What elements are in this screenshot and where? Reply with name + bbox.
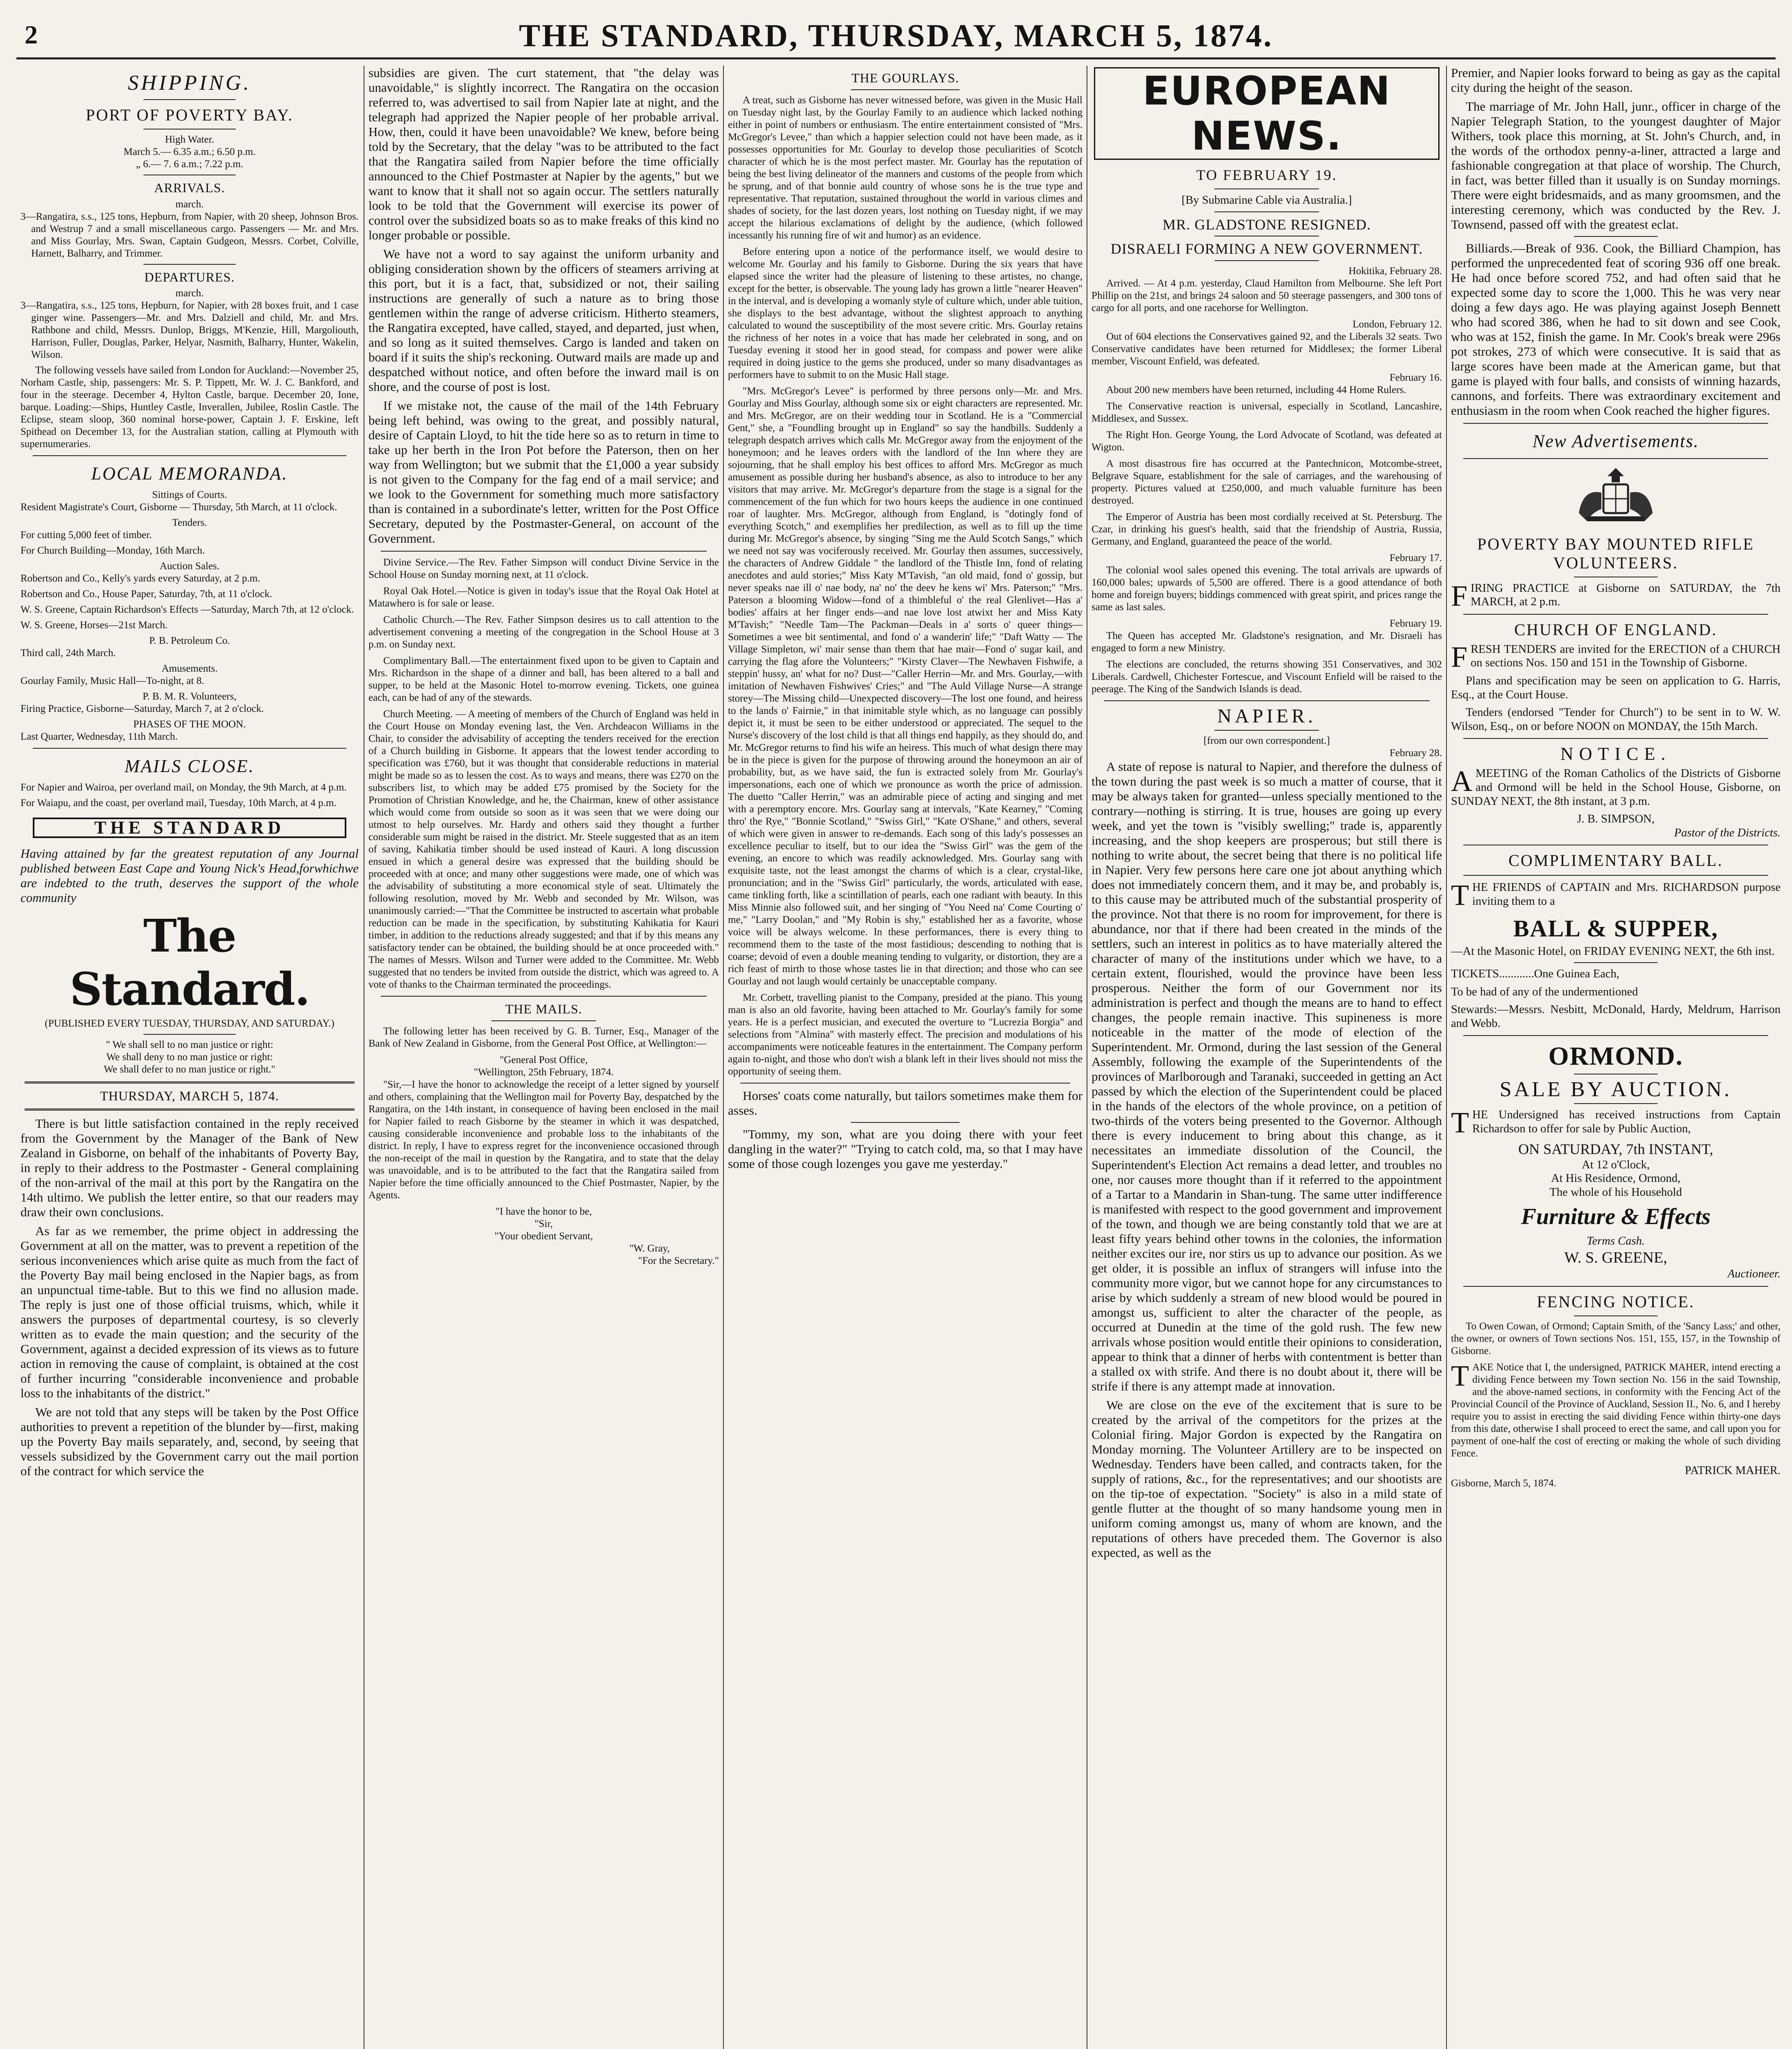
divider	[25, 1109, 355, 1111]
motto-line: We shall defer to no man justice or right."	[104, 1063, 275, 1075]
divider	[143, 99, 236, 100]
divider	[491, 1020, 596, 1021]
ad-display-line: The whole of his Household	[1549, 1186, 1682, 1199]
memo-entry: For cutting 5,000 feet of timber.	[20, 529, 152, 541]
divider	[1463, 1035, 1768, 1036]
divider	[851, 1122, 960, 1123]
divider	[1574, 962, 1658, 963]
ad-text: FRESH TENDERS are invited for the ERECTION of a CHURCH on sections Nos. 150 and 151 in the Township of Gisborne.	[1451, 640, 1781, 673]
ad-text: —At the Masonic Hotel, on FRIDAY EVENING NEXT, the 6th inst.	[1451, 945, 1775, 958]
news-item: The Conservative reaction is universal, especially in Scotland, Lancashire, Middlesex, and Sussex.	[1092, 400, 1442, 424]
divider	[33, 748, 346, 749]
divider	[1463, 1286, 1768, 1287]
ad-display-line: ON SATURDAY, 7th INSTANT,	[1518, 1140, 1713, 1157]
divider	[851, 89, 960, 90]
month-label: march.	[175, 198, 204, 210]
memo-entry: Last Quarter, Wednesday, 11th March.	[20, 731, 178, 743]
standard-banner: THE STANDARD	[33, 818, 346, 838]
letter-signature: "For the Secretary."	[638, 1255, 719, 1266]
filler-paragraph: "Tommy, my son, what are you doing there with your feet dangling in the water?" "Trying to catch cold, ma, so that I may have some of those cough lozenges you gave me yesterday."	[728, 1127, 1082, 1171]
mails-heading: THE MAILS.	[505, 1002, 582, 1016]
headline: MR. GLADSTONE RESIGNED.	[1162, 216, 1371, 233]
news-item: About 200 new members have been returned, including 44 Home Rulers.	[1106, 384, 1406, 395]
ad-date: Gisborne, March 5, 1874.	[1451, 1478, 1556, 1489]
crest-icon	[1562, 464, 1669, 525]
newspaper-logo: The Standard.	[70, 909, 309, 1015]
high-water-label: High Water.	[165, 134, 214, 145]
arrival-entry: 3—Rangatira, s.s., 125 tons, Hepburn, from Napier, with 20 sheep, Johnson Bros. and Westrup 7 and a small miscellaneous cargo. Passengers — Mr. and Mrs. and Miss Gourlay, Mrs. Swan, Captain Gudgeon, Messrs. Corbet, Colville, Harnett, Balharry, and Trimmer.	[20, 211, 359, 259]
news-item: The elections are concluded, the returns showing 351 Conservatives, and 302 Liberals. Cardwell, Chichester Fortescue, and Viscount Enfield will be raised to the peerage. The King of the Sandwich Islands is dead.	[1092, 659, 1442, 695]
divider	[143, 1034, 236, 1035]
letter-close: "Sir,	[534, 1218, 553, 1229]
napier-paragraph: We are close on the eve of the excitement that is sure to be created by the arrival of the competitors for the prizes at the Colonial firing. Major Gordon is expected by the Rangatira on Monday morning. The Volunteer Artillery are to be inspected on Wednesday. Tenders have been called, and contracts taken, for the supply of rations, &c., for the representatives; and our shootists are on the tip-toe of expectation. "Society" is also in a mild state of gentle flutter at the thought of so many handsome young men in uniform coming amongst us, many of whom are known, and the reputations of others have preceded them. The Governor is also expected, as well as the	[1092, 1397, 1442, 1560]
letter-close: "I have the honor to be,	[495, 1206, 592, 1217]
ad-text: To be had of any of the undermentioned	[1451, 985, 1638, 998]
divider	[1463, 875, 1768, 876]
memo-entry: Robertson and Co., Kelly's yards every Saturday, at 2 p.m.	[20, 573, 260, 584]
ad-text: THE FRIENDS of CAPTAIN and Mrs. RICHARDSON purpose inviting them to a	[1451, 879, 1781, 912]
motto-line: " We shall sell to no man justice or right:	[106, 1039, 273, 1050]
ad-signature: W. S. GREENE,	[1564, 1249, 1667, 1267]
memo-entry: Third call, 24th March.	[20, 647, 116, 659]
article-paragraph: Mr. Corbett, travelling pianist to the Company, presided at the piano. This young man is also an old favorite, having been attached to Mr. Gourlay's family for some years. He is a perfect musician, and executed the overture to "Lucrezia Borgia" and selections from "Almina" with masterly effect. The precision and modulations of his accompaniments were noticeable features in the entertainment. The Company perform again to-night, and those who don't wish a blank left in their lives should not miss the opportunity of seeing them.	[728, 992, 1082, 1077]
letter-body: "Sir,—I have the honor to acknowledge the receipt of a letter signed by yourself and others, complaining that the Wellington mail for Poverty Bay, despatched by the Rangatira, on the 14th instant, in consequence of having been enclosed in the mail for Napier failed to reach Gisborne by the steamer in which it was despatched, causing considerable inconvenience and probable loss to the inhabitants of the district. In reply, I have to express regret for the inconvenience occasioned through the non-receipt of the mail in question by the Rangatira, and to state that the delay was unavoidable, and is to be attributed to the fact that the Rangatira sailed from Napier before the time officially announced to the Chief Postmaster, Napier, by the Agents.	[368, 1079, 719, 1201]
billiards-paragraph: Billiards.—Break of 936. Cook, the Billiard Champion, has performed the unprecedented feat of scoring 936 off one break. He had once before scored 752, and had often said that he expected some day to score the 1,000. This he was very near doing a few days ago. He was playing against Joseph Bennett who had scored 386, when he had to sit down and see Cook, who was at 152, finish the game. In Mr. Cook's break were 296s pot strokes, 273 of which were consecutive. It is said that as large scores have been made at the American game, but that game is played with four balls, and consists of winning hazards, cannons, and forfeits. There was extraordinary excitement and enthusiasm in the room when Cook reached the higher figures.	[1451, 241, 1781, 418]
motto-line: We shall deny to no man justice or right:	[106, 1051, 273, 1063]
section-label: Auction Sales.	[159, 561, 220, 572]
news-item: A most disastrous fire has occurred at the Pantechnicon, Motcombe-street, Belgrave Square, establishment for the sale of carriages, and the warehousing of property. Pictures valued at £250,000, and much valuable furniture has been destroyed.	[1092, 458, 1442, 506]
mails-close-heading: MAILS CLOSE.	[124, 756, 255, 777]
article-paragraph: Before entering upon a notice of the performance itself, we would desire to welcome Mr. Gourlay and his family to Gisborne. During the six years that have elapsed since the writer had the pleasure of listening to these artistes, no change, except for the better, is observable. The young lady has grown a little "nearer Heaven" in the interval, and is developing a womanly style of culture which, under able tuition, she displays to the best advantage, without the slightest approach to anything calculated to wound the susceptibility of the most severe critic. Mrs. Gourlay retains the richness of her notes in a voice that has made her celebrated in song, and on Tuesday evening it stood her in good stead, for compass and power were alike required in doing justice to the gems she produced, under so many disadvantages as performers have to submit to on the Music Hall stage.	[728, 246, 1082, 380]
editorial-paragraph: There is but little satisfaction contained in the reply received from the Government by the Manager of the Bank of New Zealand in Gisborne, on behalf of the inhabitants of Poverty Bay, in reply to their address to the Postmaster - General complaining of the non-arrival of the mail at this port by the Rangatira on the 14th ultimo. We publish the letter entire, so that our readers may draw their own conclusions.	[20, 1116, 359, 1220]
local-news-item: Church Meeting. — A meeting of members of the Church of England was held in the Court House on Monday evening last, the Ven. Archdeacon Williams in the Chair, to consider the advisability of accepting the tenders received for the erection of a Church building in Gisborne. It appears that the lowest tender according to specification was £760, but it was thought that considerable reductions in material might be made so as to lessen the cost. As to ways and means, there was £270 on the subscribers list, to which may be added £75 promised by the Society for the Promotion of Christian Knowledge, and he, the Chairman, knew of other assistance which would come from outside so soon as it was seen that we were doing our utmost to help ourselves. Mr. Hardy and others said they thought a further considerable sum might be raised in the district. Mr. Steele suggested that as an item of saving, Kahikatia timber should be used instead of Kauri. A long discussion ensued in which a general desire was expressed that the building should be proceeded with at once; and many other suggestions were made, one of which was the advisability of substituting a more economical style of seat. Ultimately the following resolution, moved by Mr. Webb and seconded by Mr. Wilson, was unanimously carried:—"That the Committee be instructed to ascertain what probable reduction can be made in the specification, by substituting Kahikatia for Kauri timber, in addition to the reductions already suggested; and that if by this means any satisfactory tender can be obtained, the building should be at once proceeded with." The names of Messrs. Wilson and Turner were added to the Committee. Mr. Webb suggested that no tenders be invited from outside the district, which was agreed to. A vote of thanks to the Chairman terminated the proceedings.	[368, 709, 719, 990]
mails-intro: The following letter has been received by G. B. Turner, Esq., Manager of the Bank of New Zealand in Gisborne, from the General Post Office, at Wellington:—	[368, 1025, 719, 1049]
page-title: THE STANDARD, THURSDAY, MARCH 5, 1874.	[518, 18, 1274, 53]
divider	[1214, 211, 1319, 212]
ad-title: FENCING NOTICE.	[1537, 1292, 1695, 1311]
local-news-item: Royal Oak Hotel.—Notice is given in today's issue that the Royal Oak Hotel at Matawhero is for sale or lease.	[368, 586, 719, 609]
letter-header: "General Post Office,	[500, 1054, 588, 1065]
divider	[1463, 738, 1768, 739]
ad-text: Plans and specification may be seen on application to G. Harris, Esq., at the Court House.	[1451, 674, 1781, 701]
page-number: 2	[25, 20, 38, 49]
divider	[1574, 1315, 1658, 1316]
ad-signature: J. B. SIMPSON,	[1577, 813, 1655, 826]
ad-title: COMPLIMENTARY BALL.	[1508, 851, 1723, 870]
section-label: PHASES OF THE MOON.	[133, 719, 246, 730]
ad-text: To Owen Cowan, of Ormond; Captain Smith, of the 'Sancy Lass;' and other, the owner, or owners of Town sections Nos. 151, 155, 157, in the Township of Gisborne.	[1451, 1320, 1781, 1356]
filler-paragraph: Horses' coats come naturally, but tailors sometimes make them for asses.	[728, 1088, 1082, 1118]
new-advertisements-heading: New Advertisements.	[1532, 431, 1699, 451]
divider	[1463, 614, 1768, 615]
memo-entry: Resident Magistrate's Court, Gisborne — Thursday, 5th March, at 11 o'clock.	[20, 502, 337, 513]
news-item: Arrived. — At 4 p.m. yesterday, Claud Hamilton from Melbourne. She left Port Phillip on the 21st, and brings 24 saloon and 50 steerage passengers, and 300 tons of cargo for all ports, and one racehorse for Wellington.	[1092, 277, 1442, 313]
ad-signature-title: Pastor of the Districts.	[1674, 826, 1781, 839]
news-item: The colonial wool sales opened this evening. The total arrivals are upwards of 160,000 bales; upwards of 5,500 are offered. There is a good attendance of both home and foreign buyers; biddings commenced with great spirit, and prices range the same as last sales.	[1092, 564, 1442, 613]
ad-text: FIRING PRACTICE at Gisborne on SATURDAY, the 7th MARCH, at 2 p.m.	[1451, 579, 1781, 612]
ad-display-line: BALL & SUPPER,	[1513, 915, 1719, 942]
dateline: February 16.	[1389, 372, 1442, 383]
divider	[143, 264, 236, 265]
column-4	[1087, 66, 1446, 2049]
napier-heading: NAPIER.	[1217, 705, 1317, 727]
editorial-dateline: THURSDAY, MARCH 5, 1874.	[100, 1088, 279, 1103]
column-2	[364, 66, 723, 2049]
ad-text: THE Undersigned has received instructions from Captain Richardson to offer for sale by Public Auction,	[1451, 1106, 1781, 1139]
high-water-line: „ 6.— 7. 6 a.m.; 7.22 p.m.	[136, 159, 243, 170]
ad-text: TICKETS............One Guinea Each,	[1451, 968, 1619, 981]
editorial-paragraph: We have not a word to say against the uniform urbanity and obliging consideration shown by the officers of steamers arriving at this port, but it is a fact, that, subsidized or not, their sailing instructions are generally of such a nature as to bring those gentlemen within the range of adverse criticism. Hitherto steamers, the Rangatira excepted, have called, stayed, and departed, just when, and so long as it suited themselves. Cargo is landed and taken on board if it suits the ship's reckoning. Outward mails are made up and despatched without notice, and often before the inward mail is on shore, and the course of post is lost.	[368, 247, 719, 394]
divider	[1104, 700, 1430, 701]
european-news-heading: EUROPEAN NEWS.	[1094, 67, 1440, 160]
vessels-note: The following vessels have sailed from London for Auckland:—November 25, Norham Castle, ship, passengers: Mr. S. P. Tippett, Mr. W. J. C. Bankford, and four in the steerage. December 4, Hylton Castle, barque. December 20, Ione, barque. Loading:—Ships, Huntley Castle, Inverallen, Jubilee, Roslin Castle. The Eclipse, steam sloop, 360 nominal horse-power, Captain J. F. Erskine, left Spithead on December 13, for the Australian station, calling at Plymouth with supernumeraries.	[20, 365, 359, 450]
european-news-subheading: TO FEBRUARY 19.	[1196, 167, 1337, 183]
section-label: Sittings of Courts.	[152, 489, 227, 501]
news-item: The Emperor of Austria has been most cordially received at St. Petersburg. The Czar, in drinking his guest's health, said that the friendship of Austria, Russia, Germany, and England, guaranteed the peace of the world.	[1092, 511, 1442, 547]
ad-display-line: At 12 o'Clock,	[1582, 1158, 1650, 1171]
ad-text: Stewards:—Messrs. Nesbitt, McDonald, Hardy, Meldrum, Harrison and Webb.	[1451, 1003, 1781, 1030]
ad-title: NOTICE.	[1560, 744, 1671, 764]
local-memoranda-heading: LOCAL MEMORANDA.	[91, 463, 288, 484]
ad-title: CHURCH OF ENGLAND.	[1514, 620, 1717, 639]
shipping-heading: SHIPPING.	[128, 71, 251, 95]
editorial-paragraph: If we mistake not, the cause of the mail of the 14th February being left behind, was owing to the great, and possibly natural, desire of Captain Lloyd, to hit the tide here so as to return in time to take up her berth in the Iron Pot before the Paterson, then on her way from Wellington; but we submit that the £1,000 a year subsidy is not given to the Company for the fag end of a mail service; and we look to the Government for something much more satisfactory than is contained in a subordinate's letter, written for the Post Office Secretary, deputed by the Postmaster-General, on account of the Government.	[368, 398, 719, 545]
port-heading: PORT OF POVERTY BAY.	[86, 106, 293, 124]
promo-text: Having attained by far the greatest reputation of any Journal published between East Cape and Young Nick's Head,forwhichwe are indebted to the truth, deserves the support of the whole community	[20, 846, 359, 905]
column-1	[16, 66, 363, 2049]
headline: DISRAELI FORMING A NEW GOVERNMENT.	[1110, 241, 1423, 257]
section-label: Amusements.	[161, 663, 218, 675]
news-item: Out of 604 elections the Conservatives gained 92, and the Liberals 32 seats. Two Conservative candidates have been returned for Middlesex; the former Liberal member, Viscount Enfield, was defeated.	[1092, 331, 1442, 367]
ad-signature-title: Auctioneer.	[1727, 1268, 1781, 1281]
napier-paragraph: A state of repose is natural to Napier, and therefore the dulness of the town during the past week is so much a matter of course, that it may be always taken for granted—unless specially mentioned to the contrary—nothing is stirring. It is true, houses are going up every week, and yet the town is "visibly swelling;" trade is, apparently increasing, and the shop keepers are prosperous; but still there is nothing to write about, the secret being that there is no political life in Napier. Very few persons here care one jot about anything which does not immediately concern them, and it may be, and probably is, to this cause may be attributed much of the substantial prosperity of the province. Not that there is no room for improvement, for there is abundance, nor that if there had been created in the minds of the settlers, such an interest in politics as to have materially altered the character of many of the institutions under which we have, to a certain extent, flourished, would the province have been less prosperous. Neither the form of our Government nor its administration is perfect and though the means are to hand to effect changes, the people remain inactive. This supineness is more noticeable in the matter of the mode of election of the Superintendent. Mr. Ormond, during the last session of the General Assembly, following the example of the Superintendents of the provinces of Marlborough and Taranaki, succeeded in getting an Act passed by which the election of the Superintendent could be placed in the hands of the electors of the whole province, on a petition of two-thirds of the voters being presented to the Governor. Although there is every inducement to bring about this change, as it necessitates an immediate dissolution of the Council, the Superintendent's Election Act remains a dead letter, and troubles no one, nor causes more thought than if it referred to the appointment of a Tartar to a Mandarin in Shan-tung. The same utter indifference is manifested with respect to the good government and improvement of the town, and though we are being constantly told that we are at least fifty years behind other towns in the colonies, the information neither excites our ire, nor stirs us up to advance our position. As we get older, it is possible an influx of strangers will infuse into the community more vigor, but we cannot hope for any circumstances to arise by which suddenly a stream of new blood would be poured in amongst us, sufficient to alter the character of the people, as occurred at Dunedin at the time of the gold rush. The few new arrivals whose position would entitle their opinions to consideration, appear to think that a dinner of herbs with contentment is better than a stalled ox with strife. And there is no doubt about it, there will be strife if there is any attempt made at innovation.	[1092, 759, 1442, 1393]
letter-date: "Wellington, 25th February, 1874.	[473, 1066, 614, 1078]
napier-paragraph: The marriage of Mr. John Hall, junr., officer in charge of the Napier Telegraph Station, to the youngest daughter of Major Withers, took place this morning, at St. John's Church, and, in the words of the orthodox penny-a-liner, attracted a large and fashionable congregation at that place of worship. The Church, in fact, was better filled than it usually is on Sunday mornings. There were eight bridesmaids, and as many groomsmen, and the interesting ceremony, which was conducted by the Rev. J. Townsend, passed off with the greatest eclat.	[1451, 99, 1781, 232]
napier-paragraph: Premier, and Napier looks forward to being as gay as the capital city during the height of the season.	[1451, 66, 1781, 95]
divider	[33, 455, 346, 456]
section-label: P. B. M. R. Volunteers,	[143, 691, 237, 702]
editorial-paragraph: As far as we remember, the prime object in addressing the Government at all on the matter, was to prevent a repetition of the serious inconveniences which arise quite as much from the fact of the Poverty Bay mail being enclosed in the Napier bags, as from an unpunctual time-table. But to this we find no allusion made. The reply is just one of those official truisms, which, while it answers the purposes of departmental courtesy, is so cleverly written as to evade the main question; and the security of the Government, against a decided expression of its views as to future action in removing the cause of complaint, is obtained at the cost of further incurring "considerable inconvenience and probable loss to the inhabitants of the district."	[20, 1224, 359, 1401]
memo-entry: Firing Practice, Gisborne—Saturday, March 7, at 2 o'clock.	[20, 703, 264, 715]
ad-title: ORMOND.	[1548, 1041, 1683, 1071]
news-item: The Right Hon. George Young, the Lord Advocate of Scotland, was defeated at Wigton.	[1092, 429, 1442, 453]
section-label: P. B. Petroleum Co.	[149, 635, 230, 647]
divider	[1574, 1103, 1658, 1104]
divider	[1574, 236, 1658, 237]
memo-entry: Gourlay Family, Music Hall—To-night, at 8.	[20, 675, 204, 687]
memo-entry: Robertson and Co., House Paper, Saturday, 7th, at 11 o'clock.	[20, 588, 273, 600]
column-3	[723, 66, 1087, 2049]
dateline: Hokitika, February 28.	[1349, 265, 1442, 277]
divider	[381, 996, 707, 997]
high-water-line: March 5.— 6.35 a.m.; 6.50 p.m.	[123, 146, 256, 157]
cable-note: [By Submarine Cable via Australia.]	[1181, 194, 1352, 207]
ad-display-line: Terms Cash.	[1587, 1235, 1645, 1248]
ad-title: SALE BY AUCTION.	[1499, 1078, 1732, 1102]
memo-entry: W. S. Greene, Horses—21st March.	[20, 620, 168, 631]
publication-schedule: (PUBLISHED EVERY TUESDAY, THURSDAY, AND SATURDAY.)	[45, 1018, 334, 1029]
divider	[1214, 730, 1319, 731]
ad-title: POVERTY BAY MOUNTED RIFLE VOLUNTEERS.	[1477, 534, 1754, 572]
news-item: The Queen has accepted Mr. Gladstone's resignation, and Mr. Disraeli has engaged to form a new Ministry.	[1092, 630, 1442, 654]
letter-close: "Your obedient Servant,	[494, 1230, 593, 1242]
ad-text: TAKE Notice that I, the undersigned, PATRICK MAHER, intend erecting a dividing Fence between my Town section No. 156 in the said Township, and the above-named sections, in conformity with the Fencing Act of the Provincial Council of the Province of Auckland, Session II., No. 6, and I hereby require you to assist in erecting the said dividing Fence within thirty-one days from this date, otherwise I shall proceed to erect the same, and call upon you for payment of one-half the cost of erecting or making the whole of such dividing Fence.	[1451, 1359, 1781, 1459]
divider	[1214, 260, 1319, 261]
dateline: February 17.	[1389, 552, 1442, 563]
divider	[1463, 458, 1768, 459]
ad-display-line: At His Residence, Ormond,	[1551, 1172, 1681, 1185]
ad-signature: PATRICK MAHER.	[1685, 1464, 1781, 1477]
departure-entry: 3—Rangatira, s.s., 125 tons, Hepburn, for Napier, with 28 boxes fruit, and 1 case ginger wine. Passengers—Mr. and Mrs. Dalziell and child, Mr. and Mrs. Rathbone and child, Messrs. Dunlop, Briggs, M'Kenzie, Hill, Margoliouth, Harrison, Fuller, Douglas, Parker, Helyar, Nasmith, Balharry, Hunter, Wakelin, Wilson.	[20, 300, 359, 361]
memo-entry: For Church Building—Monday, 16th March.	[20, 545, 205, 557]
divider	[25, 1081, 355, 1084]
mail-entry: For Napier and Wairoa, per overland mail, on Monday, the 9th March, at 4 p.m.	[20, 782, 347, 793]
dateline: February 19.	[1389, 618, 1442, 629]
dateline: London, February 12.	[1352, 318, 1442, 330]
column-5	[1446, 66, 1785, 2049]
arrivals-heading: ARRIVALS.	[154, 180, 225, 195]
royal-arms-emblem	[1451, 464, 1781, 529]
divider	[740, 1083, 1070, 1084]
section-label: Tenders.	[172, 517, 207, 529]
letter-signature: "W. Gray,	[629, 1243, 670, 1254]
ad-text: AMEETING of the Roman Catholics of the Districts of Gisborne and Ormond will be held in the School House, Gisborne, on SUNDAY NEXT, the 8th instant, at 3 p.m.	[1451, 765, 1781, 808]
ad-display-line: Furniture & Effects	[1521, 1204, 1711, 1230]
departures-heading: DEPARTURES.	[144, 269, 235, 284]
memo-entry: W. S. Greene, Captain Richardson's Effects —Saturday, March 7th, at 12 o'clock.	[20, 604, 354, 616]
divider	[381, 551, 707, 552]
editorial-paragraph: We are not told that any steps will be taken by the Post Office authorities to prevent a repetition of the blunder by—first, making up the Poverty Bay mails separately, and, second, by seeing that vessels subsidized by the Government carry out the mail portion of the contract for which service the	[20, 1405, 359, 1479]
local-news-item: Catholic Church.—The Rev. Father Simpson desires us to call attention to the advertisement convening a meeting of the congregation in the School House at 3 p.m. on Sunday next.	[368, 614, 719, 650]
month-label: march.	[175, 288, 204, 299]
editorial-paragraph: subsidies are given. The curt statement, that "the delay was unavoidable," is slightly incorrect. The Rangatira on the occasion referred to, was advertised to sail from Napier late at night, and the telegraph had apprized the Napier people of her probable arrival. How, then, could it have been unavoidable? We knew, before being told by the Secretary, that the delay "was to be attributed to the fact that the Rangatira sailed from Napier before the time officially announced to the Chief Postmaster at Napier by the agents," but we want to know that it shall not so again occur. The settlers naturally look to be told that the Government will exercise its power of control over the subsidized boats so as to make freaks of this kind no longer probable or possible.	[368, 66, 719, 242]
ad-text: Tenders (endorsed "Tender for Church") to be sent in to W. W. Wilson, Esq., on or before NOON on MONDAY, the 15th March.	[1451, 706, 1781, 733]
article-paragraph: A treat, such as Gisborne has never witnessed before, was given in the Music Hall on Tuesday night last, by the Gourlay Family to an audience which lacked nothing either in point of numbers or enthusiasm. The entire entertainment consisted of "Mrs. McGregor's Levee," than which a happier selection could not have been made, as it possesses opportunities for Mr. Gourlay to develop those peculiarities of Scotch character of which he is the most perfect master. Mr. Gourlay has the reputation of being the best living delineator of the manners and customs of the people from which he sprung, and of that bonnie auld country of whose sons he is the true type and representative. That reputation, sustained throughout the world in various climes and shades of society, for the last dozen years, lost nothing on Tuesday night, if we may accept the hilarious exclamations of delight by the audience, (which followed incessantly his running fire of wit and humor) as an evidence.	[728, 94, 1082, 241]
mail-entry: For Waiapu, and the coast, per overland mail, Tuesday, 10th March, at 4 p.m.	[20, 797, 337, 809]
gourlays-heading: THE GOURLAYS.	[851, 70, 959, 85]
local-news-item: Complimentary Ball.—The entertainment fixed upon to be given to Captain and Mrs. Richardson in the shape of a dinner and ball, has been altered to a ball and supper, to be held at the Masonic Hotel to-morrow evening. Tickets, one guinea each, can be had of any of the stewards.	[368, 655, 719, 703]
dateline: February 28.	[1389, 747, 1442, 759]
divider	[1463, 423, 1768, 424]
local-news-item: Divine Service.—The Rev. Father Simpson will conduct Divine Service in the School House on Sunday morning next, at 11 o'clock.	[368, 557, 719, 580]
article-paragraph: "Mrs. McGregor's Levee" is performed by three persons only—Mr. and Mrs. Gourlay and Miss Gourlay, although some six or eight characters are represented. Mr. and Mrs. McGregor, are on their wedding tour in Scotland. He is a "Commercial Gent," she, a "Foundling brought up in England" so say the handbills. Suddenly a telegraph despatch arrives which calls Mr. McGregor away from the enjoyment of the honeymoon; and he leaves orders with the landlord of the Inn where they are sojourning, that he shall employ his best offices to afford Mrs. McGregor as much amusement as possible during her husband's absence, as also to introduce to her any visitors that may arrive. Mr. McGregor's departure from the stage is a signal for the commencement of the fun which for two hours keeps the audience in one continued roar of laughter. Mrs. McGregor, although from England, is "dotingly fond of everything Scotch," and exemplifies her predilection, as well as to fill up the time during Mr. McGregor's absence, by singing "Sing me the Auld Scotch Sangs," which we need not say was vociferously received. Mr. Gourlay then assumes, successively, the characters of Andrew Giddale " the landlord of the Thistle Inn, fond of relating anecdotes and auld stories;" Miss Katy M'Tavish, "an old maid, fond o' gossip, but never speaks nae ill o' nae body, na' no' the deev he kens wi' Mrs. Paterson;" "Mrs. Paterson a blooming Widow—fond of a thimbleful o' the real Glenlivet—Has a' bodies' affairs at her finger ends—and nae love lost atwixt her and Miss Katy M'Tavish;" "Needle Tam—The Packman—Deals in a' sorts o' queer things—Sometimes a wee bit sentimental, and fond o' a wanderin' life;" "Daft Watty — The Village Simpleton, wi' mair sense than them that hae mair—Fond o' sugar kail, and carrying the flag afore the Volunteers;" "Kirsty Claver—The Newhaven Fishwife, a steppin' hussy, an' what for no? Dust—"Caller Herrin—Mr. and Mrs. Gourlay,—with imitation of Newhaven Fishwives' Cries;" and "The Auld Village Nurse—A strange storey—The Missing child—Unexpected discovery—The lost one found, and heiress to the lands o' Fairnie," in that inimitable style which, as no language can possibly depict it, it must be seen to be either understood or appreciated. The sequel to the Nurse's discovery of the lost child is that all things end happily, as they should do, and Mr. McGregor returns to find his wife an heiress. This much of what design there may be in the piece is given for the purpose of throwing around the honeymoon an air of probability, but, as we have said, the fun is extracted solely from Mr. Gourlay's impersonations, each one of which we pronounce as worth the price of admission. The duetto "Caller Herrin," was an admirable piece of acting and singing and met with a peremptory encore. Mrs. Gourlay sang at intervals, "Kate Kearney," "Coming thro' the Rye," "Bonnie Scotland," "Swiss Girl," "Kate O'Shane," and others, several of which were given in answer to re-demands. Each song of this lady's possesses an excellence peculiar to itself, but to our idea the "Swiss Girl" was the gem of the evening, an encore to which was readily acknowledged. Mrs. Gourlay sang with exquisite taste, not the least amongst the charms of which is a clear, crystal-like, pronunciation; and in the "Swiss Girl" particularly, the words, articulated with ease, came tinkling forth, like a scintillation of pearls, each one radiant with beauty. In this Miss Minnie also followed suit, and her singing of "You Need na' Come Courting o' me," "Larry Doolan," and "My Robin is shy," established her as a favorite, whose voice will be always welcome. In these performances, there is every thing to recommend them to the taste of the most fastidious; descending to nothing that is coarse; devoid of even a double meaning tending to vulgarity, or distortion, they are a rich feast of mirth to those whose tastes lie in that direction; and those who can see Gourlay and not laugh would certainly be unacceptable company.	[728, 385, 1082, 987]
correspondent-note: [from our own correspondent.]	[1203, 735, 1330, 746]
masthead	[16, 8, 1776, 59]
